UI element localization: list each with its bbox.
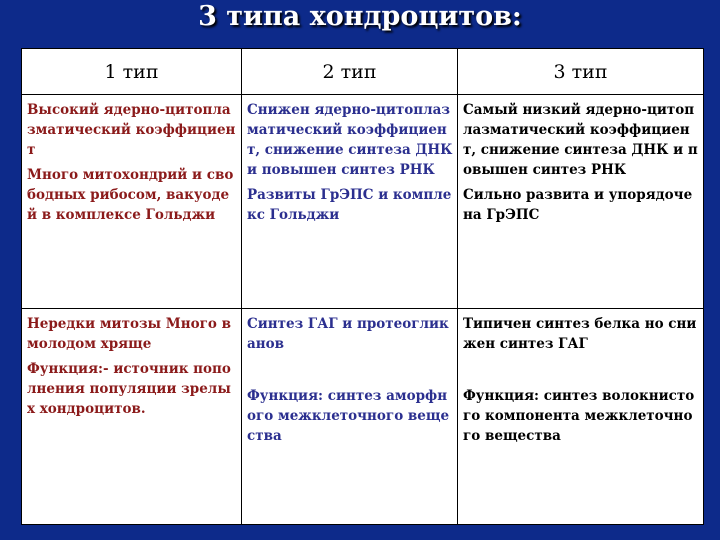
cell-text: Нередки митозы Много в молодом хряще [27,316,231,352]
cell-text: Много митохондрий и свободных рибосом, вакуодей в комплексе Гольджи [27,167,234,223]
header-type-2: 2 тип [242,49,458,95]
chondrocyte-types-table [21,48,704,525]
cell-type-2-function [242,309,458,525]
cell-type-1-structure [22,95,242,309]
table-row-function [22,309,704,525]
cell-text: Функция: синтез волокнистого компонента межклеточного вещества [463,388,695,444]
cell-type-3-function [458,309,704,525]
cell-text: Снижен ядерно-цитоплазматический коэффициент, снижение синтеза ДНК и повышен синтез РНК [247,102,453,178]
slide-title: 3 типа хондроцитов: [198,1,522,32]
table-row-structure [22,95,704,309]
cell-text: Развиты ГрЭПС и комплекс Гольджи [247,187,452,223]
header-type-3: 3 тип [458,49,704,95]
cell-type-1-function [22,309,242,525]
cell-text: Высокий ядерно-цитоплазматический коэффициент [27,102,236,158]
header-type-1: 1 тип [22,49,242,95]
cell-text: Типичен синтез белка но снижен синтез ГАГ [463,316,697,352]
cell-text: Самый низкий ядерно-цитоплазматический коэффициент, снижение синтеза ДНК и повышен синтез РНК [463,102,698,178]
cell-text: Функция: синтез аморфного межклеточного вещества [247,388,450,444]
header-row [22,49,704,95]
cell-text: Сильно развита и упорядочена ГрЭПС [463,187,693,223]
cell-text: Синтез ГАГ и протеогликанов [247,316,449,352]
cell-type-3-structure [458,95,704,309]
cell-text: Функция:- источник пополнения популяции зрелых хондроцитов. [27,361,231,417]
cell-type-2-structure [242,95,458,309]
